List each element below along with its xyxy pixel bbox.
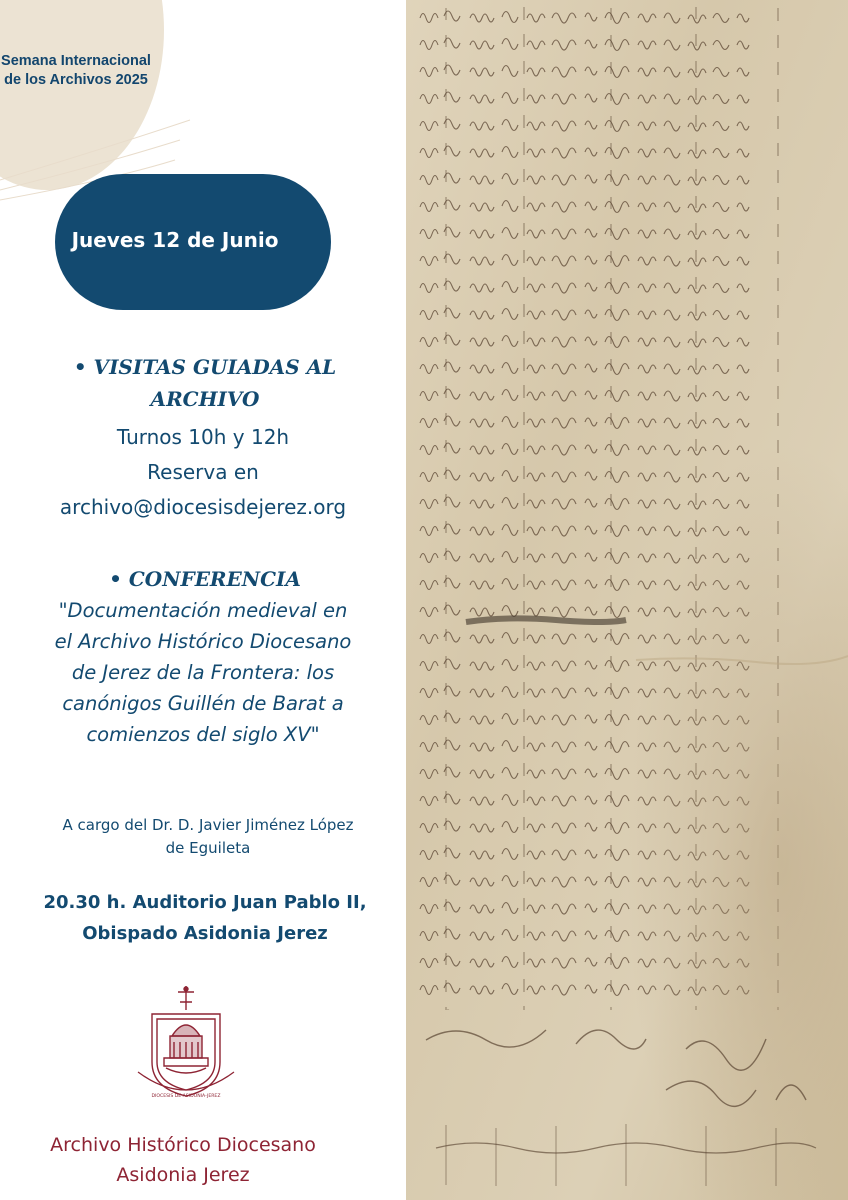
visits-times: Turnos 10h y 12h <box>116 425 290 449</box>
venue-line-2: Obispado Asidonia Jerez <box>82 923 328 944</box>
event-kicker <box>0 52 152 90</box>
talk-title-line-4: canónigos Guillén de Barat a <box>62 692 344 715</box>
date-badge <box>55 174 331 310</box>
talk-title <box>10 595 396 750</box>
visits-booking: Reserva en <box>147 460 259 484</box>
date-text: Jueves 12 de Junio <box>71 228 279 252</box>
info-panel <box>0 0 406 1200</box>
conference-title: • CONFERENCIA <box>109 567 301 591</box>
visits-title <box>20 351 390 415</box>
manuscript-parchment-image <box>406 0 848 1200</box>
venue <box>20 887 390 949</box>
talk-title-line-3: de Jerez de la Frontera: los <box>71 661 335 684</box>
footer-org <box>10 1130 356 1190</box>
emblem-text: DIOCESIS DE ASIDONIA-JEREZ <box>151 1094 221 1099</box>
speaker-credit <box>40 814 376 860</box>
footer-line-2: Asidonia Jerez <box>116 1164 250 1186</box>
visits-email: archivo@diocesisdejerez.org <box>59 495 347 519</box>
diocese-crest-icon <box>136 984 236 1104</box>
kicker-line-2: de los Archivos 2025 <box>4 72 148 88</box>
manuscript-image <box>406 0 848 1200</box>
visits-title-line-2: ARCHIVO <box>150 387 260 411</box>
speaker-line-1: A cargo del Dr. D. Javier Jiménez López <box>62 816 354 834</box>
talk-title-line-1: "Documentación medieval en <box>58 599 348 622</box>
talk-title-line-2: el Archivo Histórico Diocesano <box>54 630 352 653</box>
kicker-line-1: Semana Internacional <box>1 53 151 69</box>
visits-title-line-1: • VISITAS GUIADAS AL <box>73 355 337 379</box>
footer-line-1: Archivo Histórico Diocesano <box>50 1134 316 1156</box>
venue-line-1: 20.30 h. Auditorio Juan Pablo II, <box>43 892 367 913</box>
speaker-line-2: de Eguileta <box>165 839 251 857</box>
talk-title-line-5: comienzos del siglo XV" <box>86 723 320 746</box>
